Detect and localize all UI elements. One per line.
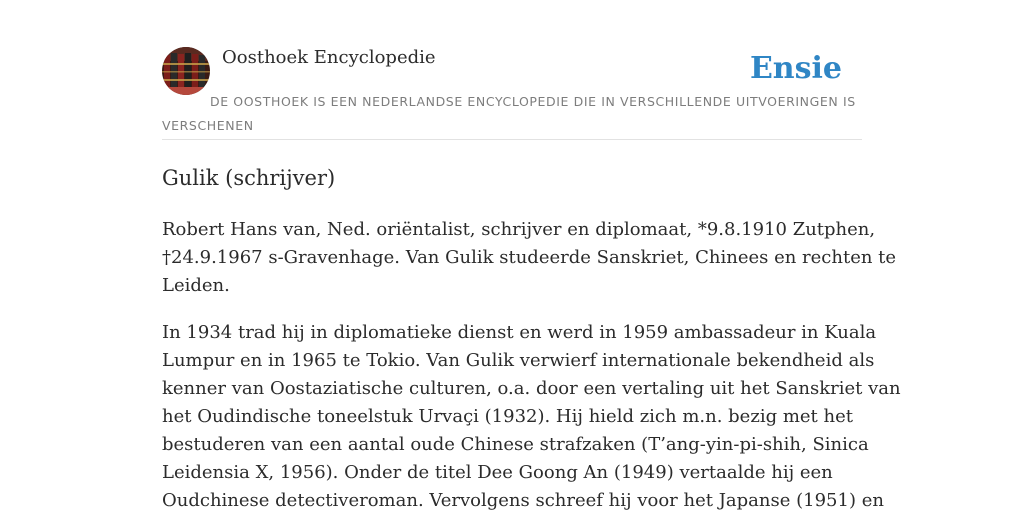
paragraph-line: Robert Hans van, Ned. oriëntalist, schrijver en diplomaat, *9.8.1910 Zutphen, — [162, 219, 876, 240]
brand-logo[interactable]: Ensie — [749, 51, 842, 86]
site-title[interactable]: Oosthoek Encyclopedie — [222, 47, 436, 68]
paragraph-line: Lumpur en in 1965 te Tokio. Van Gulik verwierf internationale bekendheid als — [162, 350, 875, 371]
paragraph-line: †24.9.1967 s-Gravenhage. Van Gulik studeerde Sanskriet, Chinees en rechten te — [162, 247, 897, 268]
site-header — [162, 46, 862, 140]
paragraph-line: bestuderen van een aantal oude Chinese strafzaken (T’ang-yin-pi-shih, Sinica — [162, 434, 869, 455]
site-avatar[interactable] — [162, 47, 210, 95]
paragraph-line: kenner van Oostaziatische culturen, o.a. door een vertaling uit het Sanskriet van — [162, 378, 901, 399]
article-paragraph — [162, 216, 897, 300]
article-title: Gulik (schrijver) — [162, 166, 336, 190]
paragraph-line: het Oudindische toneelstuk Urvaçi (1932). Hij hield zich m.n. bezig met het — [162, 406, 853, 427]
article-paragraph — [162, 319, 901, 512]
encyclopedia-books-icon — [162, 47, 210, 95]
site-tagline: DE OOSTHOEK IS EEN NEDERLANDSE ENCYCLOPEDIE DIE IN VERSCHILLENDE UITVOERINGEN IS VERSCHENEN — [162, 94, 856, 133]
paragraph-line: In 1934 trad hij in diplomatieke dienst en werd in 1959 ambassadeur in Kuala — [162, 322, 877, 343]
paragraph-line: Leiden. — [162, 275, 230, 296]
paragraph-line: Leidensia X, 1956). Onder de titel Dee Goong An (1949) vertaalde hij een — [162, 462, 833, 483]
paragraph-line: Oudchinese detectiveroman. Vervolgens schreef hij voor het Japanse (1951) en — [162, 490, 884, 511]
